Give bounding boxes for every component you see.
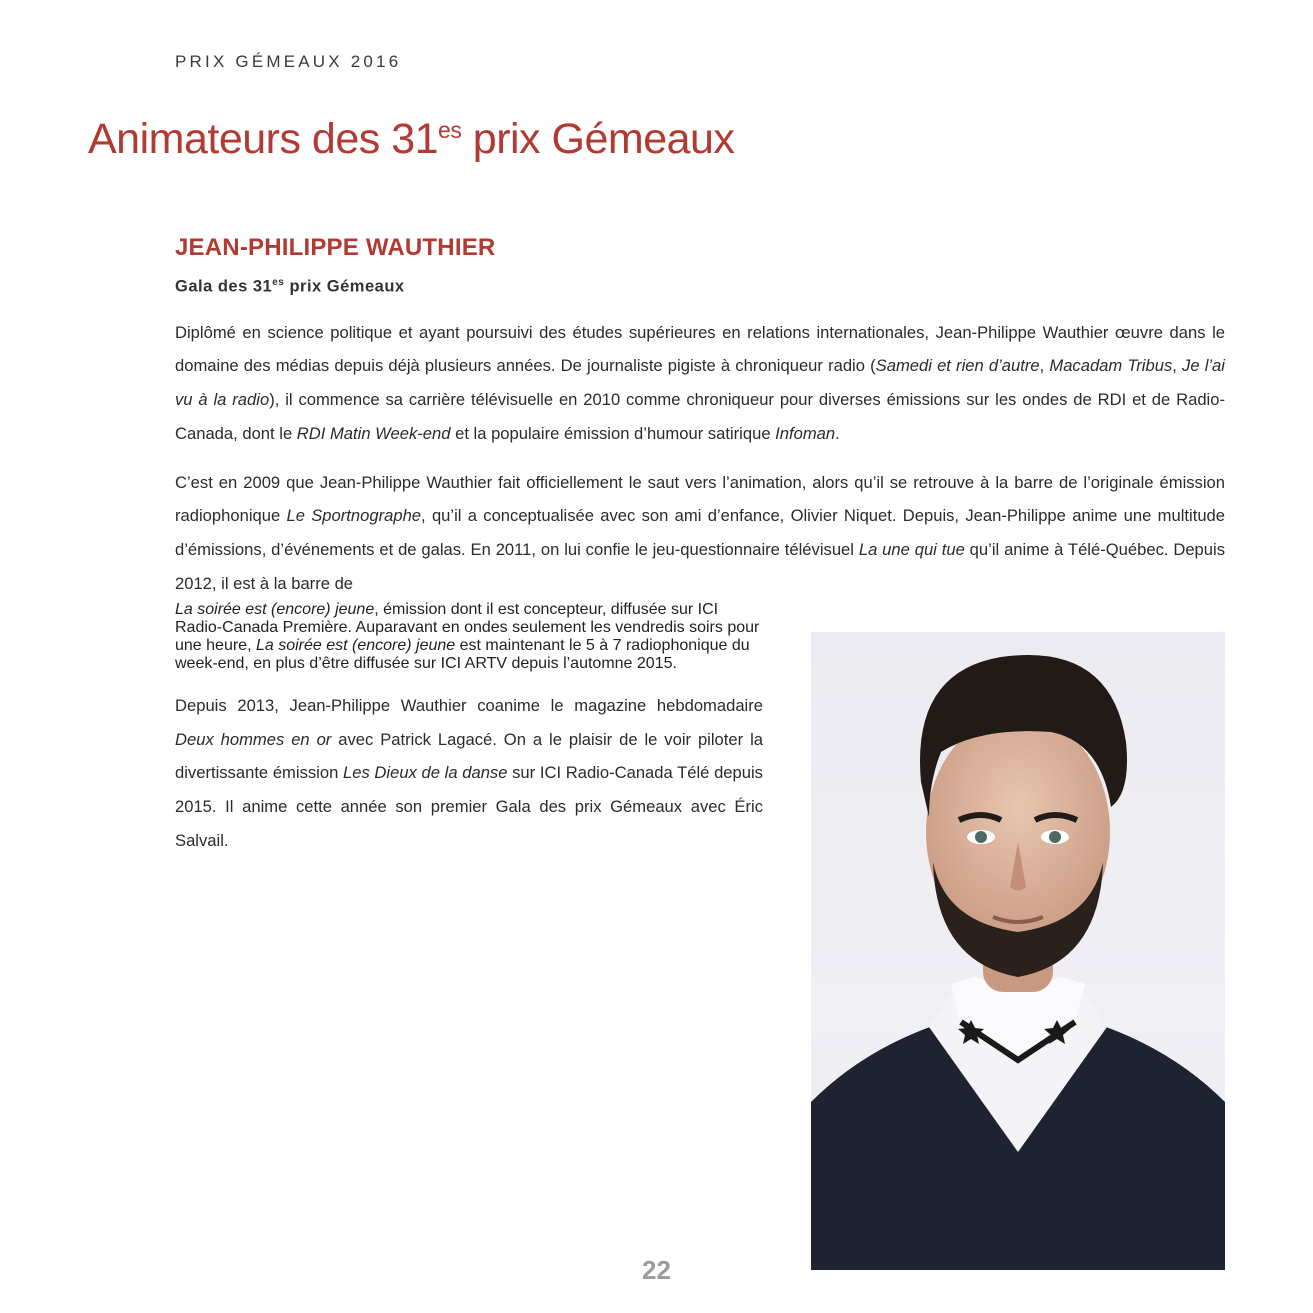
show-title: Je l’ai vu à la radio	[175, 356, 1225, 410]
bio-text: .	[835, 423, 840, 443]
bio-text: C’est en 2009 que Jean-Philippe Wauthier fait officiellement le saut vers l’animation, alors qu’il se retrouve à la barre de l’originale émission radiophonique	[175, 472, 1225, 526]
running-header: PRIX GÉMEAUX 2016	[175, 52, 402, 71]
bio-text: est maintenant le 5 à 7 radiophonique du week-end, en plus d’être diffusée sur ICI ARTV depuis l’automne 2015.	[175, 636, 750, 672]
bio-text: ,	[1172, 356, 1183, 376]
show-title: RDI Matin Week-end	[296, 423, 451, 443]
show-title: La soirée est (encore) jeune	[255, 636, 456, 654]
show-title: La une qui tue	[858, 540, 965, 560]
person-role-superscript: es	[272, 277, 285, 288]
bio-text: ), il commence sa carrière télévisuelle en 2010 comme chroniqueur pour diverses émissions sur les ondes de RDI et de Radio-Canada, dont le	[175, 390, 1225, 443]
page-title-superscript: es	[438, 117, 462, 143]
show-title: Le Sportnographe	[286, 506, 422, 526]
portrait-photo-icon	[811, 632, 1225, 1270]
person-role-text-end: prix Gémeaux	[284, 277, 405, 296]
bio-text: et la populaire émission d’humour satirique	[450, 423, 776, 443]
host-section	[175, 232, 1225, 1270]
bio-text: Depuis 2013, Jean-Philippe Wauthier coanime le magazine hebdomadaire	[175, 695, 763, 715]
show-title: Deux hommes en or	[175, 729, 332, 749]
bio-text: Diplômé en science politique et ayant poursuivi des études supérieures en relations internationales, Jean-Philippe Wauthier œuvre dans le domaine des médias depuis déjà plusieurs années. De journaliste pigiste à chroniqueur radio (	[175, 322, 1225, 376]
person-role	[175, 270, 1225, 300]
show-title: Infoman	[775, 423, 836, 443]
bio-paragraph-2	[175, 466, 1225, 601]
bio-paragraph-1	[175, 316, 1225, 451]
page-title-text: Animateurs des 31	[88, 115, 439, 163]
show-title: Macadam Tribus	[1049, 356, 1173, 376]
person-role-text: Gala des 31	[175, 277, 273, 296]
page-title-text-end: prix Gémeaux	[461, 115, 735, 163]
show-title: La soirée est (encore) jeune	[175, 600, 375, 618]
page-number: 22	[642, 1255, 671, 1285]
show-title: Les Dieux de la danse	[342, 763, 508, 783]
bio-text: , émission dont il est concepteur, diffusée sur ICI Radio-Canada Première. Auparavant en ondes seulement les vendredis soirs pour une heure,	[175, 600, 760, 654]
person-name: JEAN-PHILIPPE WAUTHIER	[175, 234, 496, 261]
show-title: Samedi et rien d’autre	[875, 356, 1040, 376]
portrait-illustration	[811, 632, 1225, 1270]
bio-text: ,	[1039, 356, 1050, 376]
page-title	[88, 116, 734, 163]
bio-text: avec Patrick Lagacé. On a le plaisir de le voir piloter la divertissante émission	[175, 729, 763, 783]
bio-text: , qu’il a conceptualisée avec son ami d’enfance, Olivier Niquet. Depuis, Jean-Philippe anime une multitude d’émissions, d’événements et de galas. En 2011, on lui confie le jeu-questionnaire télévisuel	[175, 506, 1225, 560]
bio-text: sur ICI Radio-Canada Télé depuis 2015. Il anime cette année son premier Gala des prix Gémeaux avec Éric Salvail.	[175, 763, 763, 851]
bio-text: qu’il anime à Télé-Québec. Depuis 2012, il est à la barre de	[175, 540, 1225, 594]
